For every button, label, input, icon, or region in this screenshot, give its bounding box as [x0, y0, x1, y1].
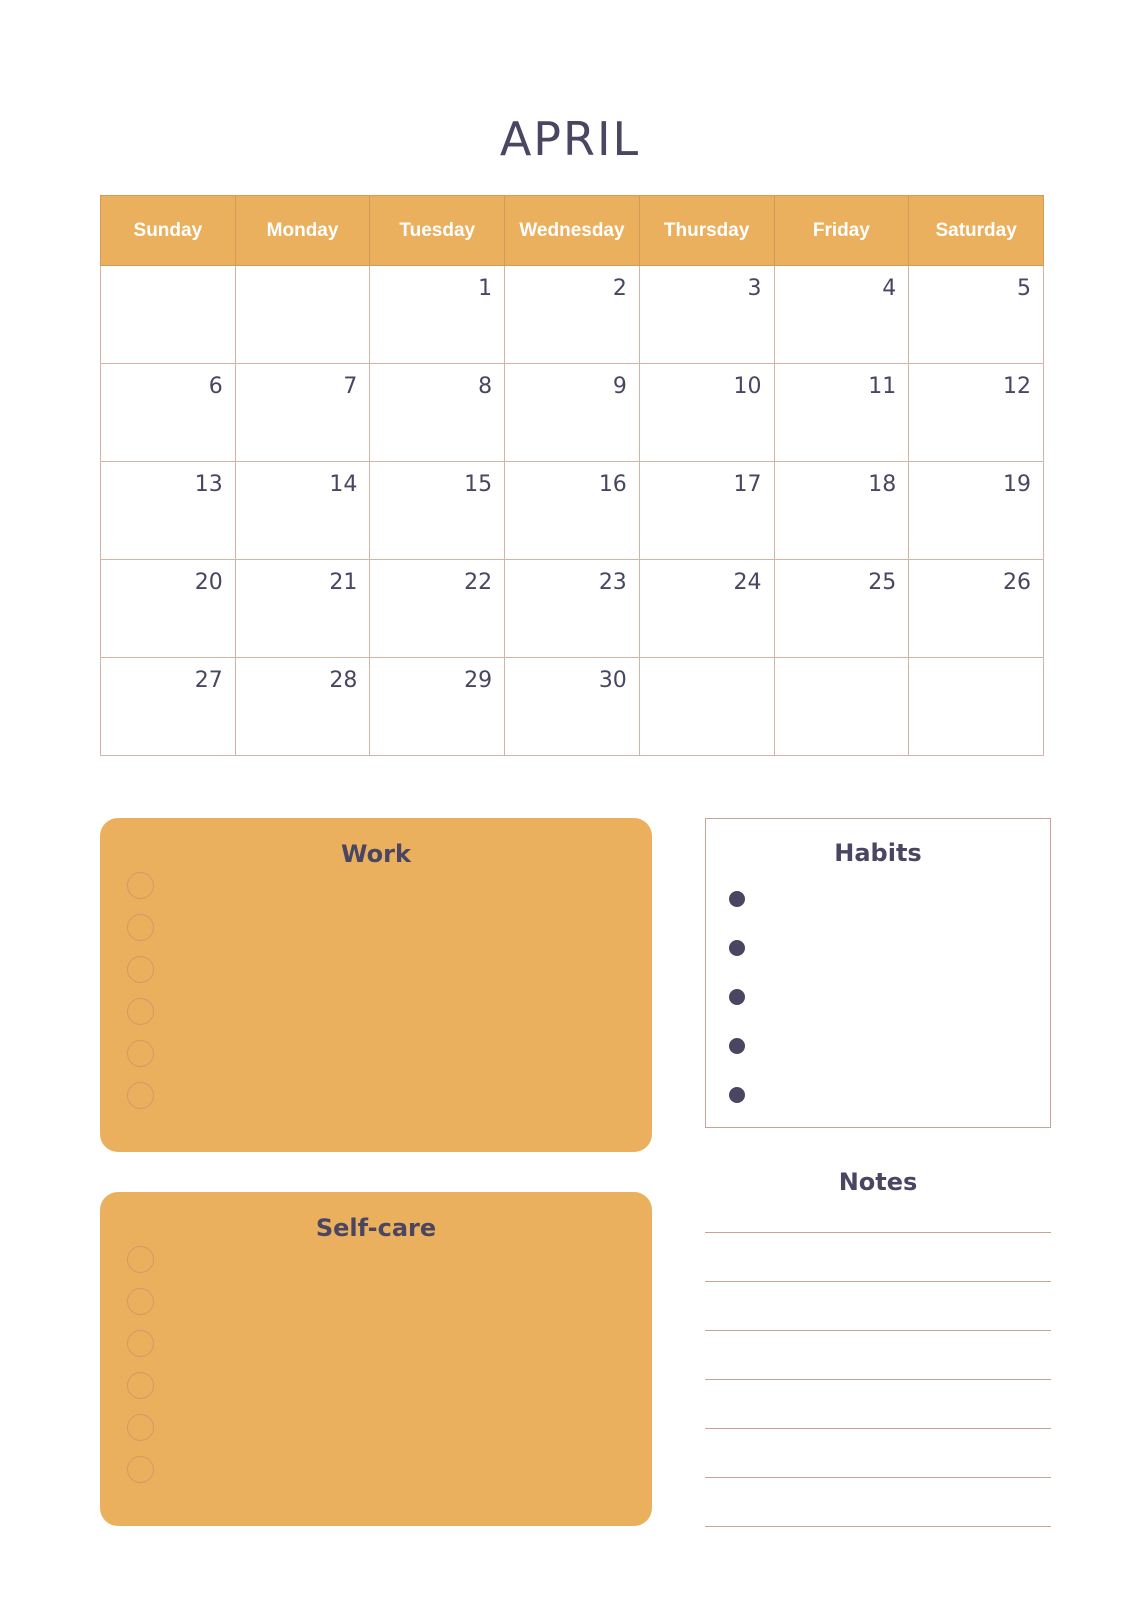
day-cell[interactable]: 23: [505, 560, 640, 658]
week-row-5: [101, 658, 1044, 756]
day-cell[interactable]: 3: [639, 266, 774, 364]
day-cell[interactable]: 19: [909, 462, 1044, 560]
work-title: Work: [341, 840, 411, 868]
note-line[interactable]: [705, 1477, 1051, 1526]
weekday-saturday: Saturday: [909, 196, 1044, 266]
habit-bullet-icon: [729, 891, 745, 907]
notes-title: Notes: [838, 1168, 918, 1196]
day-cell[interactable]: 10: [639, 364, 774, 462]
note-line[interactable]: [705, 1526, 1051, 1575]
habit-bullet-icon: [729, 1087, 745, 1103]
day-cell[interactable]: [774, 658, 909, 756]
habits-box: [705, 818, 1051, 1128]
day-cell[interactable]: 30: [505, 658, 640, 756]
weekday-tuesday: Tuesday: [370, 196, 505, 266]
day-cell[interactable]: 6: [101, 364, 236, 462]
note-line[interactable]: [705, 1379, 1051, 1428]
month-title: APRIL: [499, 112, 641, 166]
weekday-sunday: Sunday: [101, 196, 236, 266]
day-cell[interactable]: 4: [774, 266, 909, 364]
day-cell[interactable]: 24: [639, 560, 774, 658]
day-cell[interactable]: 25: [774, 560, 909, 658]
day-cell[interactable]: 18: [774, 462, 909, 560]
day-cell[interactable]: 14: [235, 462, 370, 560]
day-cell[interactable]: 12: [909, 364, 1044, 462]
day-cell[interactable]: 8: [370, 364, 505, 462]
work-checkbox[interactable]: [127, 1040, 154, 1067]
day-cell[interactable]: 7: [235, 364, 370, 462]
habit-bullet-icon: [729, 1038, 745, 1054]
work-checkbox[interactable]: [127, 1082, 154, 1109]
selfcare-checkbox[interactable]: [127, 1330, 154, 1357]
day-cell[interactable]: [101, 266, 236, 364]
calendar-grid: [100, 195, 1044, 756]
week-row-3: [101, 462, 1044, 560]
work-checkbox[interactable]: [127, 956, 154, 983]
day-cell[interactable]: 13: [101, 462, 236, 560]
day-cell[interactable]: 26: [909, 560, 1044, 658]
week-row-1: [101, 266, 1044, 364]
week-row-2: [101, 364, 1044, 462]
day-cell[interactable]: 5: [909, 266, 1044, 364]
day-cell[interactable]: 29: [370, 658, 505, 756]
work-checkbox[interactable]: [127, 998, 154, 1025]
note-line[interactable]: [705, 1428, 1051, 1477]
day-cell[interactable]: [639, 658, 774, 756]
weekday-thursday: Thursday: [639, 196, 774, 266]
work-checkbox[interactable]: [127, 914, 154, 941]
weekday-header-row: [101, 196, 1044, 266]
work-checklist: [127, 872, 154, 1124]
day-cell[interactable]: 21: [235, 560, 370, 658]
habit-bullet-icon: [729, 989, 745, 1005]
selfcare-checkbox[interactable]: [127, 1456, 154, 1483]
day-cell[interactable]: 20: [101, 560, 236, 658]
selfcare-checkbox[interactable]: [127, 1246, 154, 1273]
day-cell[interactable]: 28: [235, 658, 370, 756]
day-cell[interactable]: 22: [370, 560, 505, 658]
day-cell[interactable]: 9: [505, 364, 640, 462]
selfcare-checkbox[interactable]: [127, 1372, 154, 1399]
weekday-wednesday: Wednesday: [505, 196, 640, 266]
selfcare-title: Self-care: [315, 1214, 437, 1242]
day-cell[interactable]: 15: [370, 462, 505, 560]
selfcare-box: [100, 1192, 652, 1526]
day-cell[interactable]: 17: [639, 462, 774, 560]
selfcare-checklist: [127, 1246, 154, 1498]
habit-bullet-icon: [729, 940, 745, 956]
day-cell[interactable]: 27: [101, 658, 236, 756]
note-line[interactable]: [705, 1281, 1051, 1330]
note-line[interactable]: [705, 1232, 1051, 1281]
weekday-friday: Friday: [774, 196, 909, 266]
day-cell[interactable]: 2: [505, 266, 640, 364]
habits-title: Habits: [834, 839, 922, 867]
day-cell[interactable]: 11: [774, 364, 909, 462]
note-line[interactable]: [705, 1330, 1051, 1379]
weekday-monday: Monday: [235, 196, 370, 266]
selfcare-checkbox[interactable]: [127, 1288, 154, 1315]
habit-list: [729, 891, 745, 1136]
day-cell[interactable]: 16: [505, 462, 640, 560]
day-cell[interactable]: [235, 266, 370, 364]
day-cell[interactable]: 1: [370, 266, 505, 364]
week-row-4: [101, 560, 1044, 658]
work-checkbox[interactable]: [127, 872, 154, 899]
notes-lines: [705, 1232, 1051, 1575]
day-cell[interactable]: [909, 658, 1044, 756]
work-box: [100, 818, 652, 1152]
selfcare-checkbox[interactable]: [127, 1414, 154, 1441]
